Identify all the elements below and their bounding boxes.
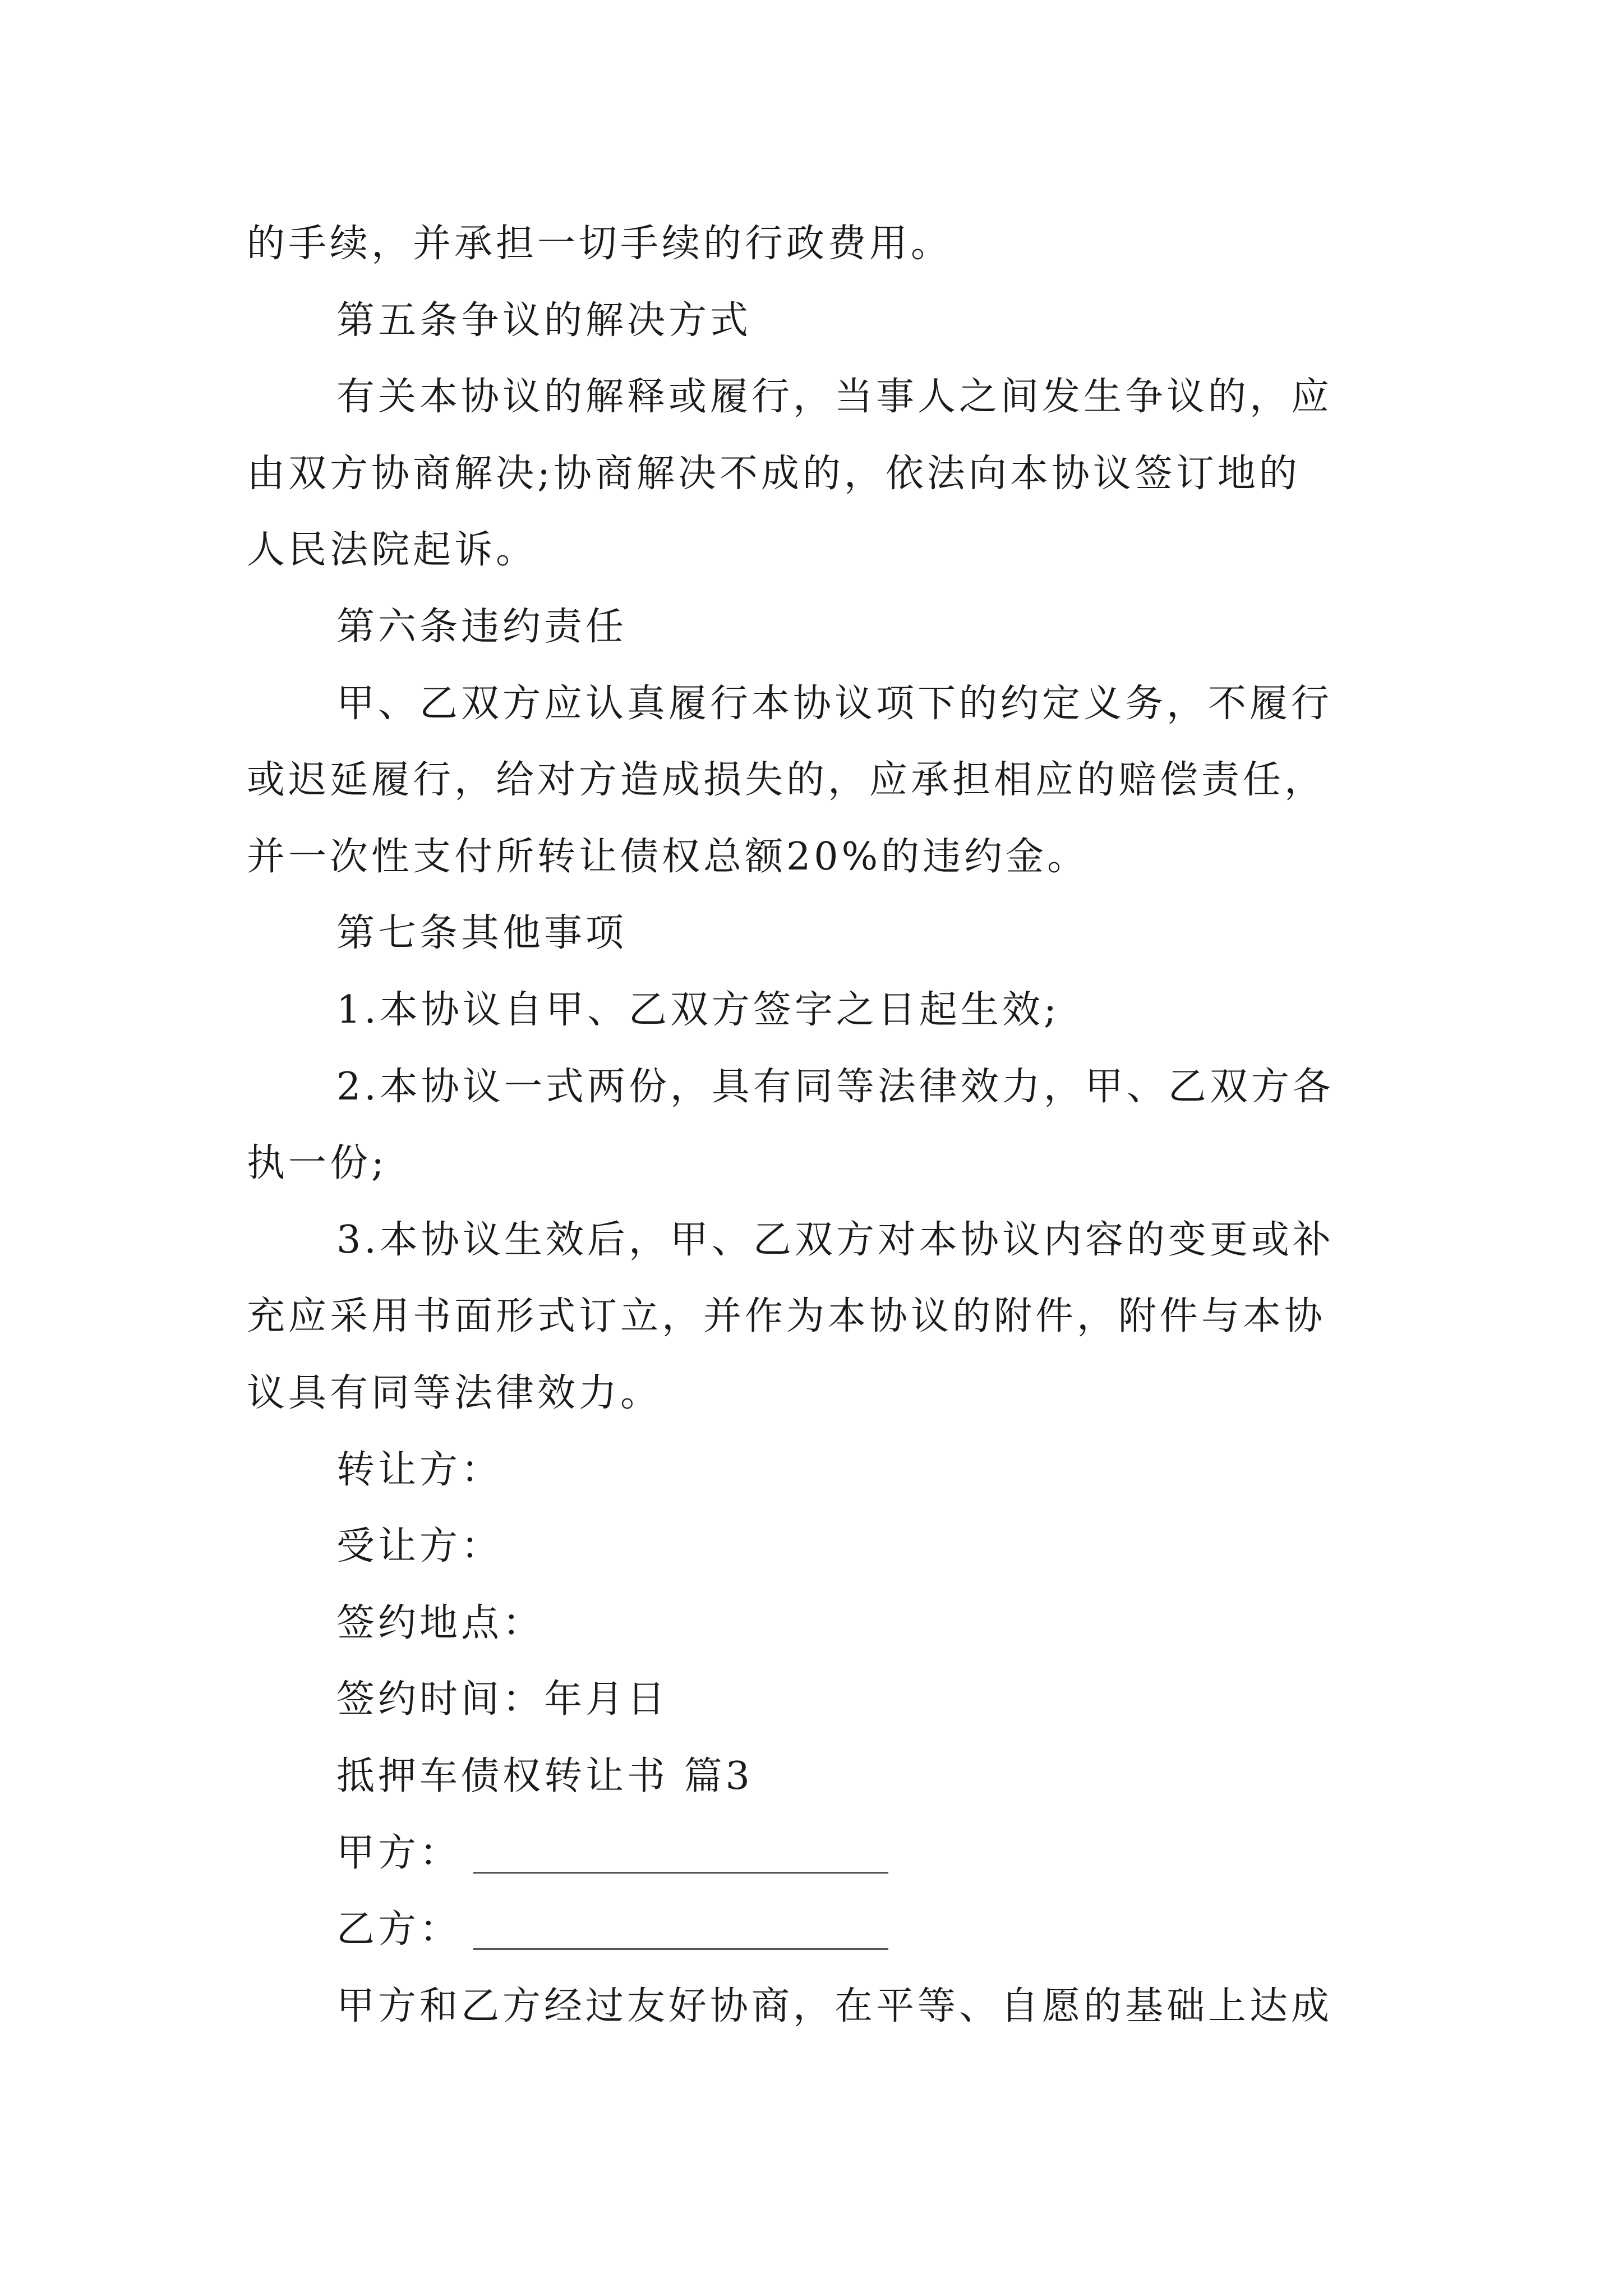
paragraph-line: 或迟延履行，给对方造成损失的，应承担相应的赔偿责任，	[247, 758, 1326, 802]
section-heading-6: 第六条违约责任	[336, 605, 628, 649]
paragraph-line: 执一份;	[247, 1141, 388, 1185]
party-a-blank-line	[473, 1870, 888, 1874]
signature-transferor-label: 转让方：	[336, 1448, 503, 1492]
party-a-row	[336, 1825, 1481, 1881]
signature-transferee-label: 受让方：	[336, 1524, 503, 1568]
list-item: 3.本协议生效后，甲、乙双方对本协议内容的变更或补	[336, 1218, 1334, 1262]
signing-place-label: 签约地点：	[336, 1601, 545, 1645]
paragraph-line: 的手续，并承担一切手续的行政费用。	[247, 222, 953, 266]
list-item: 2.本协议一式两份，具有同等法律效力，甲、乙双方各	[336, 1065, 1334, 1109]
paragraph-line: 并一次性支付所转让债权总额20%的违约金。	[247, 835, 1089, 879]
paragraph-line: 充应采用书面形式订立，并作为本协议的附件，附件与本协	[247, 1294, 1326, 1338]
paragraph-line: 由双方协商解决;协商解决不成的，依法向本协议签订地的	[247, 452, 1301, 496]
section-heading-5: 第五条争议的解决方式	[336, 298, 752, 343]
party-a-label: 甲方：	[336, 1831, 462, 1875]
party-b-row	[336, 1902, 1481, 1958]
signing-date-label: 签约时间：年月日	[336, 1677, 669, 1722]
party-b-blank-line	[473, 1946, 888, 1950]
paragraph-line: 有关本协议的解释或履行，当事人之间发生争议的，应	[336, 375, 1333, 419]
section-heading-7: 第七条其他事项	[336, 911, 628, 955]
paragraph-line: 甲、乙双方应认真履行本协议项下的约定义务，不履行	[336, 682, 1333, 726]
article-title: 抵押车债权转让书 篇3	[336, 1754, 753, 1798]
paragraph-line: 人民法院起诉。	[247, 528, 538, 572]
party-b-label: 乙方：	[336, 1907, 462, 1952]
list-item: 1.本协议自甲、乙双方签字之日起生效;	[336, 988, 1060, 1032]
paragraph-line: 甲方和乙方经过友好协商，在平等、自愿的基础上达成	[336, 1984, 1333, 2028]
paragraph-line: 议具有同等法律效力。	[247, 1371, 662, 1415]
